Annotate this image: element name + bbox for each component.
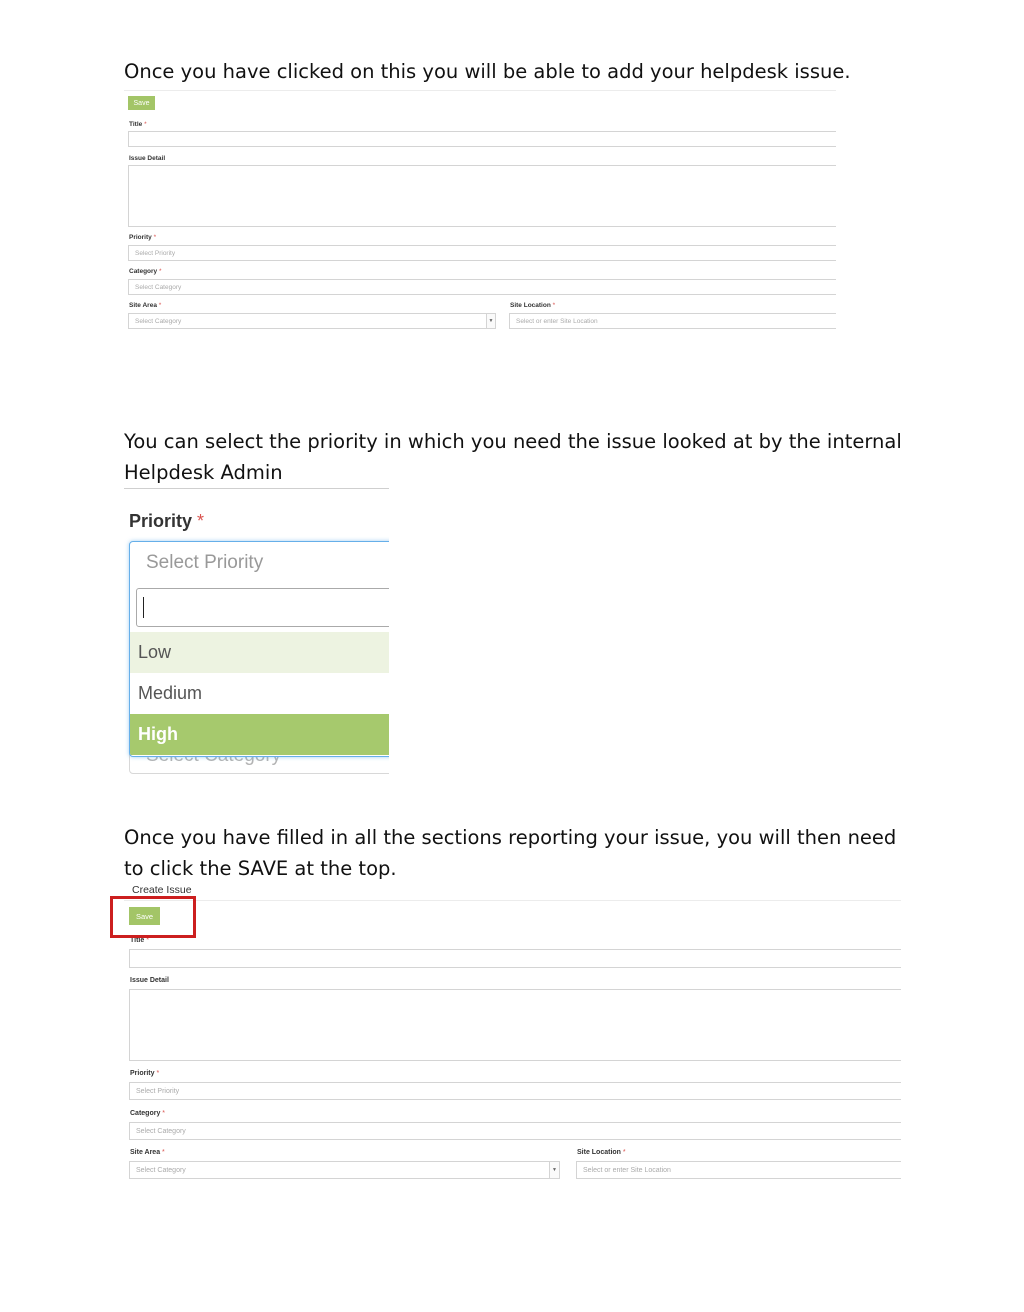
priority-option-high[interactable]: High (130, 714, 389, 755)
site-area-label: Site Area * (129, 302, 162, 309)
site-location-select[interactable]: Select or enter Site Location (576, 1161, 901, 1179)
category-label: Category * (129, 268, 162, 275)
divider (124, 488, 389, 489)
create-issue-heading: Create Issue (132, 884, 192, 896)
priority-dropdown[interactable] (129, 541, 389, 757)
instruction-step-3: Once you have filled in all the sections reporting your issue, you will then need to click the SAVE at the top. (124, 826, 897, 880)
priority-label: Priority * (130, 1070, 160, 1077)
priority-option-low[interactable]: Low (130, 632, 389, 673)
save-highlight-box (110, 896, 196, 938)
priority-label: Priority * (129, 511, 205, 531)
site-location-label: Site Location * (577, 1149, 626, 1156)
priority-selected-value: Select Priority (146, 552, 264, 573)
priority-select[interactable]: Select Priority (128, 245, 836, 261)
category-select[interactable]: Select Category (129, 1122, 901, 1140)
priority-dropdown-screenshot (124, 488, 389, 778)
site-area-placeholder: Select Category (135, 317, 182, 325)
text-cursor (143, 597, 144, 618)
save-button[interactable]: Save (129, 907, 160, 925)
site-location-select[interactable]: Select or enter Site Location (509, 313, 836, 329)
site-area-placeholder: Select Category (136, 1166, 186, 1174)
issue-form-screenshot-2 (124, 882, 901, 1182)
issue-form-screenshot-1 (124, 90, 836, 330)
category-label: Category * (130, 1110, 166, 1117)
issue-detail-label: Issue Detail (130, 977, 169, 984)
site-area-select[interactable] (129, 1161, 560, 1179)
title-input[interactable] (128, 131, 836, 147)
save-button[interactable]: Save (128, 96, 155, 110)
divider (124, 900, 901, 901)
priority-search-input[interactable] (136, 588, 389, 627)
chevron-down-icon[interactable]: ▼ (486, 314, 495, 328)
title-input[interactable] (129, 949, 901, 968)
issue-detail-textarea[interactable] (129, 989, 901, 1061)
divider (124, 90, 836, 91)
instruction-step-2: You can select the priority in which you need the issue looked at by the internal Helpdesk Admin (124, 430, 902, 484)
issue-detail-label: Issue Detail (129, 155, 166, 162)
site-area-label: Site Area * (130, 1149, 165, 1156)
priority-label: Priority * (129, 234, 157, 241)
issue-detail-textarea[interactable] (128, 165, 836, 227)
instruction-step-1: Once you have clicked on this you will be able to add your helpdesk issue. (124, 60, 851, 83)
priority-option-medium[interactable]: Medium (130, 673, 389, 714)
chevron-down-icon[interactable]: ▼ (549, 1162, 559, 1178)
title-label: Title * (129, 121, 147, 128)
site-location-label: Site Location * (510, 302, 556, 309)
category-select[interactable]: Select Category (128, 279, 836, 295)
title-label: Title * (130, 937, 149, 944)
site-area-select[interactable] (128, 313, 496, 329)
priority-select[interactable]: Select Priority (129, 1082, 901, 1100)
